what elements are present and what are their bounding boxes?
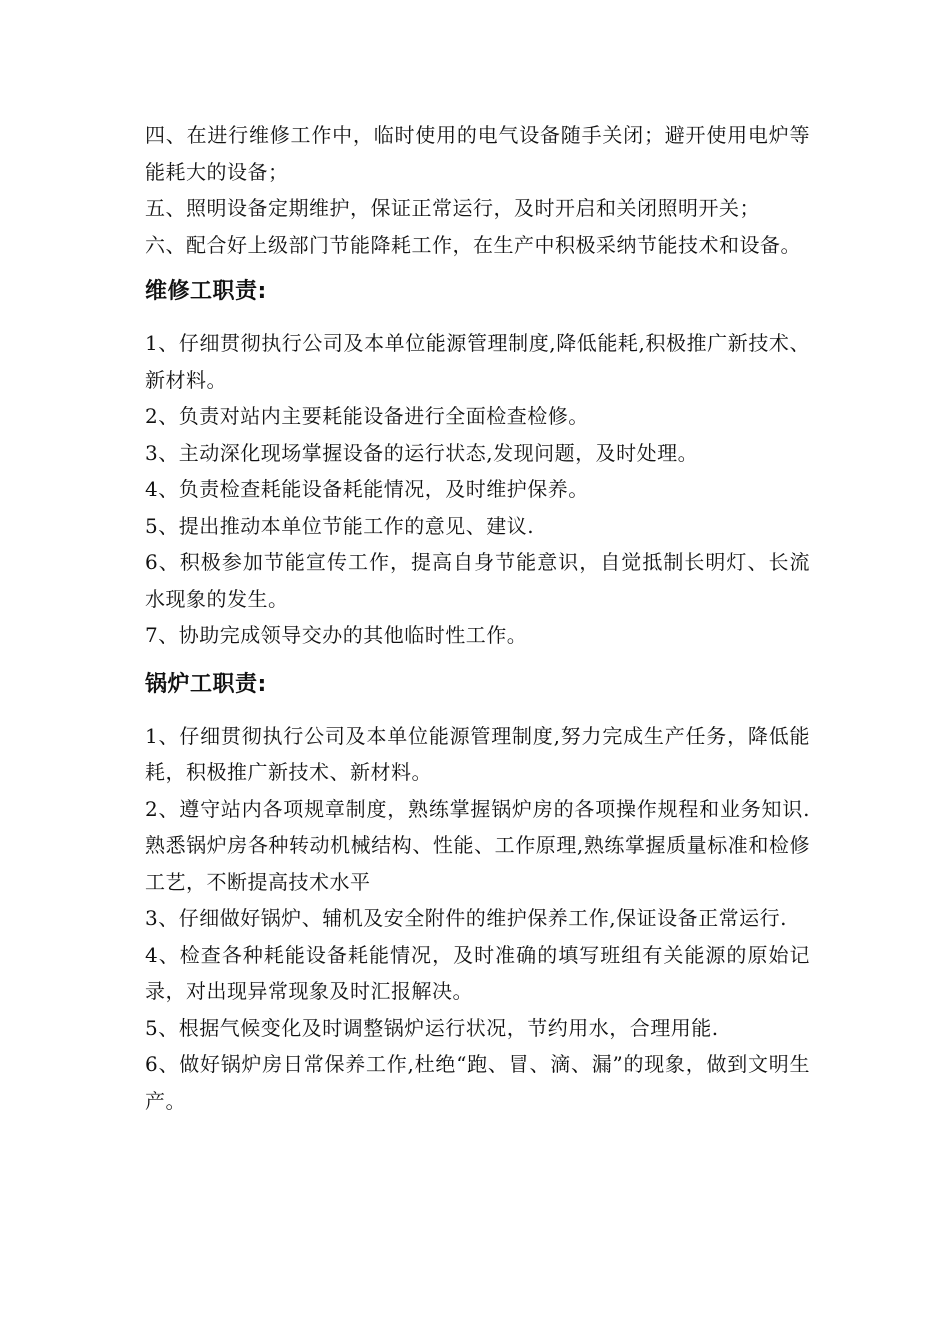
maintenance-item: 3、主动深化现场掌握设备的运行状态,发现问题，及时处理。 [145,440,699,465]
maintenance-item: 6、积极参加节能宣传工作，提高自身节能意识，自觉抵制长明灯、长流水现象的发生。 [145,550,810,611]
boiler-item: 4、检查各种耗能设备耗能情况，及时准确的填写班组有关能源的原始记录，对出现异常现象及时汇报解决。 [145,942,810,1003]
document-page [145,117,810,1119]
intro-item-4: 四、在进行维修工作中，临时使用的电气设备随手关闭；避开使用电炉等能耗大的设备； [145,123,810,184]
boiler-section-title: 锅炉工职责: [145,671,267,697]
maintenance-item: 5、提出推动本单位节能工作的意见、建议. [145,513,535,538]
intro-item-6: 六、配合好上级部门节能降耗工作，在生产中积极采纳节能技术和设备。 [145,232,801,257]
maintenance-section-title: 维修工职责: [145,279,267,304]
maintenance-item: 4、负责检查耗能设备耗能情况，及时维护保养。 [145,477,589,501]
maintenance-item: 7、协助完成领导交办的其他临时性工作。 [145,623,528,647]
boiler-item: 2、遵守站内各项规章制度，熟练掌握锅炉房的各项操作规程和业务知识.熟悉锅炉房各种转动机械结构、性能、工作原理,熟练掌握质量标准和检修工艺，不断提高技术水平 [145,796,810,894]
boiler-item: 1、仔细贯彻执行公司及本单位能源管理制度,努力完成生产任务，降低能耗，积极推广新技术、新材料。 [145,723,810,784]
boiler-item: 5、根据气候变化及时调整锅炉运行状况，节约用水，合理用能. [145,1015,719,1040]
maintenance-item: 1、仔细贯彻执行公司及本单位能源管理制度,降低能耗,积极推广新技术、新材料。 [145,331,810,392]
boiler-item: 3、仔细做好锅炉、辅机及安全附件的维护保养工作,保证设备正常运行. [145,906,787,930]
maintenance-item: 2、负责对站内主要耗能设备进行全面检查检修。 [145,404,589,428]
intro-item-5: 五、照明设备定期维护，保证正常运行，及时开启和关闭照明开关； [145,196,760,220]
boiler-item: 6、做好锅炉房日常保养工作,杜绝“跑、冒、滴、漏”的现象，做到文明生产。 [145,1052,810,1113]
